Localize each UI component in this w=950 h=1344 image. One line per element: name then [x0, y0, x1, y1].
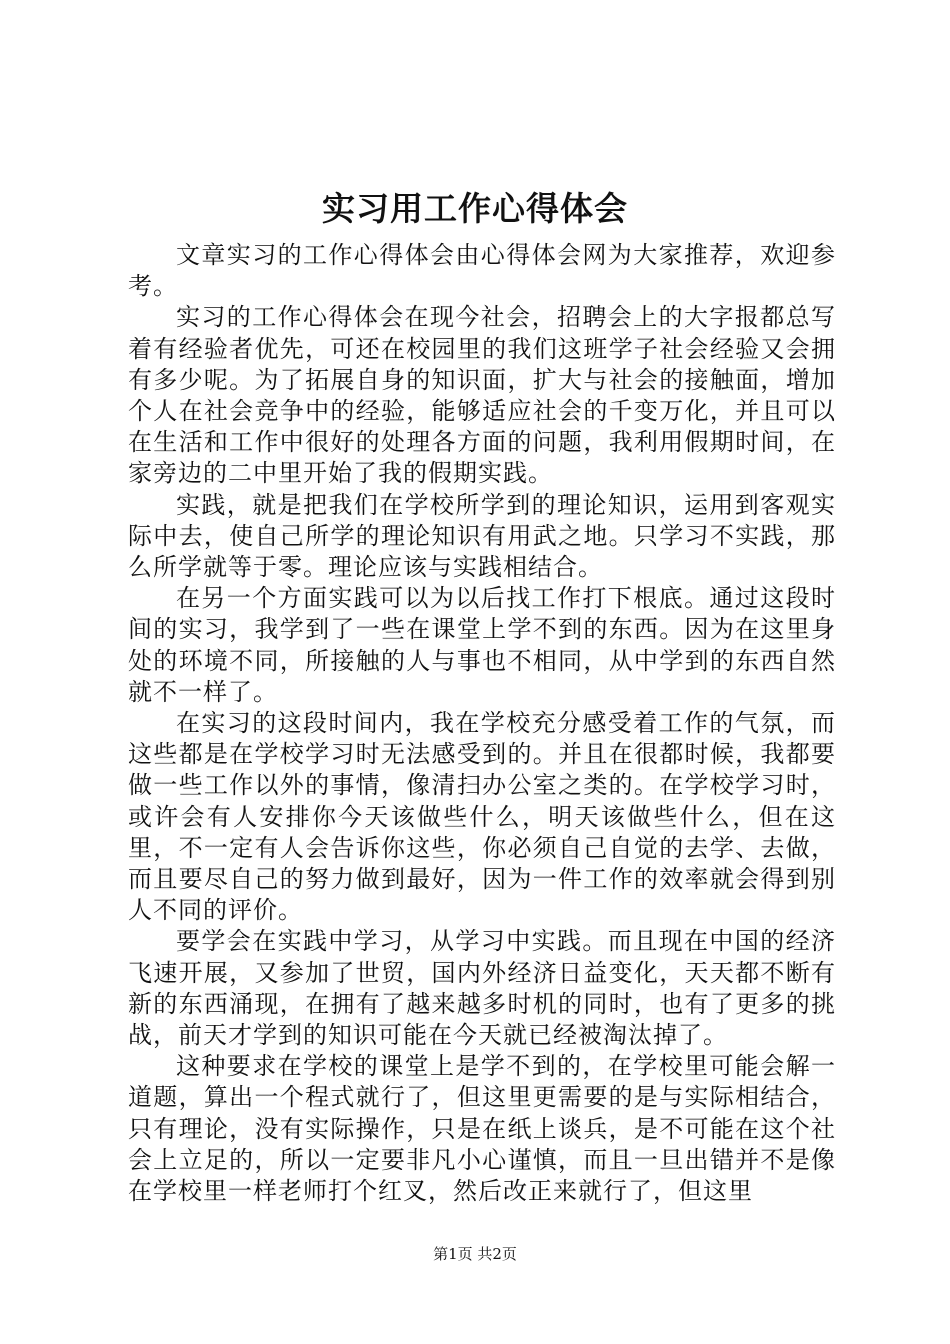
paragraph: 实习的工作心得体会在现今社会，招聘会上的大字报都总写着有经验者优先，可还在校园里的我们这班学子社会经验又会拥有多少呢。为了拓展自身的知识面，扩大与社会的接触面，增加个人在社会竞争中的经验，能够适应社会的千变万化，并且可以在生活和工作中很好的处理各方面的问题，我利用假期时间，在家旁边的二中里开始了我的假期实践。	[128, 303, 836, 488]
document-body	[128, 240, 836, 1207]
paragraph: 文章实习的工作心得体会由心得体会网为大家推荐，欢迎参考。	[128, 241, 836, 301]
paragraph: 在实习的这段时间内，我在学校充分感受着工作的气氛，而这些都是在学校学习时无法感受到的。并且在很都时候，我都要做一些工作以外的事情，像清扫办公室之类的。在学校学习时，或许会有人安排你今天该做些什么，明天该做些什么，但在这里，不一定有人会告诉你这些，你必须自己自觉的去学、去做，而且要尽自己的努力做到最好，因为一件工作的效率就会得到别人不同的评价。	[128, 709, 836, 925]
paragraph: 实践，就是把我们在学校所学到的理论知识，运用到客观实际中去，使自己所学的理论知识有用武之地。只学习不实践，那么所学就等于零。理论应该与实践相结合。	[128, 490, 836, 582]
paragraph: 要学会在实践中学习，从学习中实践。而且现在中国的经济飞速开展，又参加了世贸，国内外经济日益变化，天天都不断有新的东西涌现，在拥有了越来越多时机的同时，也有了更多的挑战，前天才学到的知识可能在今天就已经被淘汰掉了。	[128, 927, 836, 1050]
paragraph: 在另一个方面实践可以为以后找工作打下根底。通过这段时间的实习，我学到了一些在课堂上学不到的东西。因为在这里身处的环境不同，所接触的人与事也不相同，从中学到的东西自然就不一样了。	[128, 584, 836, 706]
document-title: 实习用工作心得体会	[322, 189, 628, 228]
page-footer: 第1页 共2页	[433, 1245, 517, 1263]
paragraph: 这种要求在学校的课堂上是学不到的，在学校里可能会解一道题，算出一个程式就行了，但这里更需要的是与实际相结合，只有理论，没有实际操作，只是在纸上谈兵，是不可能在这个社会上立足的，所以一定要非凡小心谨慎，而且一旦出错并不是像在学校里一样老师打个红叉，然后改正来就行了，但这里	[128, 1052, 836, 1206]
